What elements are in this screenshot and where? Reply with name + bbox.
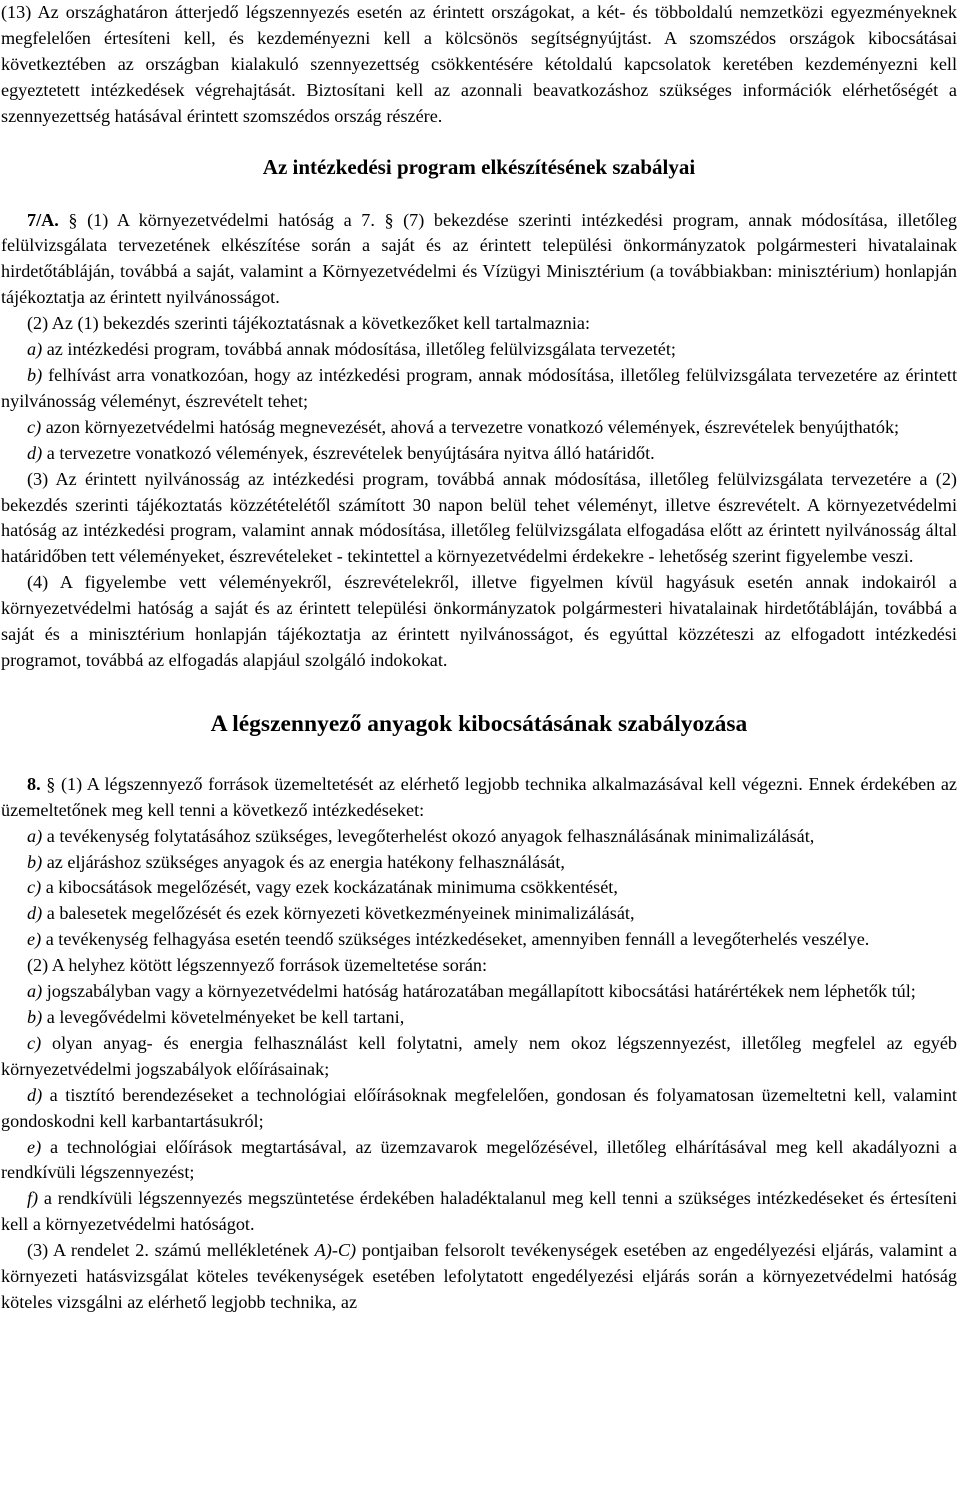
section-8-paragraph-3: (3) A rendelet 2. számú mellékletének A)-C) pontjaiban felsorolt tevékenységek esetében az engedélyezési eljárás, valamint a környezeti hatásvizsgálat köteles tevékenységek esetében lefolytatott engedélyezési eljárás során a környezetvédelmi hatóság köteles vizsgálni az elérhető legjobb technika, az [1, 1240, 957, 1312]
section-7a-paragraph-1: 7/A. § (1) A környezetvédelmi hatóság a 7. § (7) bekezdése szerinti intézkedési program, annak módosítása, illetőleg felülvizsgálata tervezetének elkészítése során a saját és az érintett települési önkormányzatok polgármesteri hivatalainak hirdetőtábláján, továbbá a saját, valamint a Környezetvédelmi és Vízügyi Minisztérium (a továbbiakban: minisztérium) honlapján tájékoztatja az érintett nyilvánosságot. [1, 209, 957, 308]
section-7a-paragraph-3: (3) Az érintett nyilvánosság az intézkedési program, továbbá annak módosítása, illetőleg felülvizsgálata tervezetére a (2) bekezdés szerinti tájékoztatás közzétételétől számított 30 napon belül tehet véleményt, illetve észrevételt. A környezetvédelmi hatóság az intézkedési program, valamint annak módosítása, illetőleg felülvizsgálata elfogadása előtt az érintett nyilvánosság által határidőben tett véleményeket, észrevételeket - tekintettel a környezetvédelmi érdekekre - lehetőség szerint figyelembe veszi. [1, 468, 957, 567]
paragraph-13: (13) Az országhatáron átterjedő légszennyezés esetén az érintett országokat, a két- és többoldalú nemzetközi egyezményeknek megfelelően értesíteni kell, és kezdeményezni kell a kölcsönös segítségnyújtást. A szomszédos országok kibocsátásai következtében az országban kialakuló szennyezettség csökkentésére kétoldalú kapcsolatok keretében kezdeményezni kell egyeztetett intézkedések végrehajtását. Biztosítani kell az azonnali beavatkozáshoz szükséges információk elérhetőségét a szennyezettség hatásával érintett szomszédos ország részére. [1, 2, 957, 126]
section-number: 8. [27, 773, 41, 794]
list-item: e) a tevékenység felhagyása esetén teendő szükséges intézkedéseket, amennyiben fennáll a levegőterhelés veszélye. [27, 929, 870, 950]
list-item: c) a kibocsátások megelőzését, vagy ezek kockázatának minimuma csökkentését, [27, 877, 618, 898]
list-item: e) a technológiai előírások megtartásával, az üzemzavarok megelőzésével, illetőleg elhárításával meg kell akadályozni a rendkívüli légszennyezést; [1, 1136, 957, 1183]
list-item: b) felhívást arra vonatkozóan, hogy az intézkedési program, annak módosítása, illetőleg felülvizsgálata tervezetére az érintett nyilvánosság véleményt, észrevételt tehet; [1, 364, 957, 411]
section-8-paragraph-1: 8. § (1) A légszennyező források üzemeltetését az elérhető legjobb technika alkalmazásával kell végezni. Ennek érdekében az üzemeltetőnek meg kell tenni a következő intézkedéseket: [1, 773, 957, 820]
list-item: a) a tevékenység folytatásához szükséges, levegőterhelést okozó anyagok felhasználásának minimalizálását, [27, 825, 815, 846]
section-7a-paragraph-4: (4) A figyelembe vett véleményekről, észrevételekről, illetve figyelmen kívül hagyásuk esetén annak indokairól a környezetvédelmi hatóság a saját és az érintett települési önkormányzatok polgármesteri hivatalainak hirdetőtábláján, továbbá a saját és a minisztérium honlapján tájékoztatja az érintett nyilvánosságot, és egyúttal közzéteszi az elfogadott intézkedési programot, továbbá az elfogadás alapjául szolgáló indokokat. [1, 572, 957, 670]
list-item: c) azon környezetvédelmi hatóság megnevezését, ahová a tervezetre vonatkozó vélemények, észrevételek benyújthatók; [27, 416, 900, 437]
section-heading-intezkedesi-program: Az intézkedési program elkészítésének szabályai [262, 154, 696, 179]
section-heading-legszennyezo-anyagok: A légszennyező anyagok kibocsátásának szabályozása [210, 710, 748, 737]
list-item: f) a rendkívüli légszennyezés megszüntetése érdekében haladéktalanul meg kell tenni a szükséges intézkedéseket és értesíteni kell a környezetvédelmi hatóságot. [1, 1188, 957, 1235]
list-item: a) az intézkedési program, továbbá annak módosítása, illetőleg felülvizsgálata tervezetét; [27, 339, 676, 360]
section-7a-paragraph-2: (2) Az (1) bekezdés szerinti tájékoztatásnak a következőket kell tartalmaznia: [27, 313, 591, 334]
list-item: a) jogszabályban vagy a környezetvédelmi hatóság határozatában megállapított kibocsátási határértékek nem léphetők túl; [27, 981, 916, 1002]
list-item: d) a balesetek megelőzését és ezek környezeti következményeinek minimalizálását, [27, 903, 635, 924]
list-item: d) a tisztító berendezéseket a technológiai előírásoknak megfelelően, gondosan és folyamatosan üzemeltetni kell, valamint gondoskodni kell karbantartásukról; [1, 1084, 957, 1131]
section-8-paragraph-2: (2) A helyhez kötött légszennyező források üzemeltetése során: [27, 955, 488, 976]
list-item: b) a levegővédelmi követelményeket be kell tartani, [27, 1007, 405, 1027]
list-item: c) olyan anyag- és energia felhasználást kell folytatni, amely nem okoz légszennyezést, illetőleg megfelel az egyéb környezetvédelmi jogszabályok előírásainak; [1, 1032, 957, 1079]
list-item: b) az eljáráshoz szükséges anyagok és az energia hatékony felhasználását, [27, 851, 565, 872]
list-item: d) a tervezetre vonatkozó vélemények, észrevételek benyújtására nyitva álló határidőt. [27, 442, 655, 463]
section-number: 7/A. [27, 209, 59, 230]
